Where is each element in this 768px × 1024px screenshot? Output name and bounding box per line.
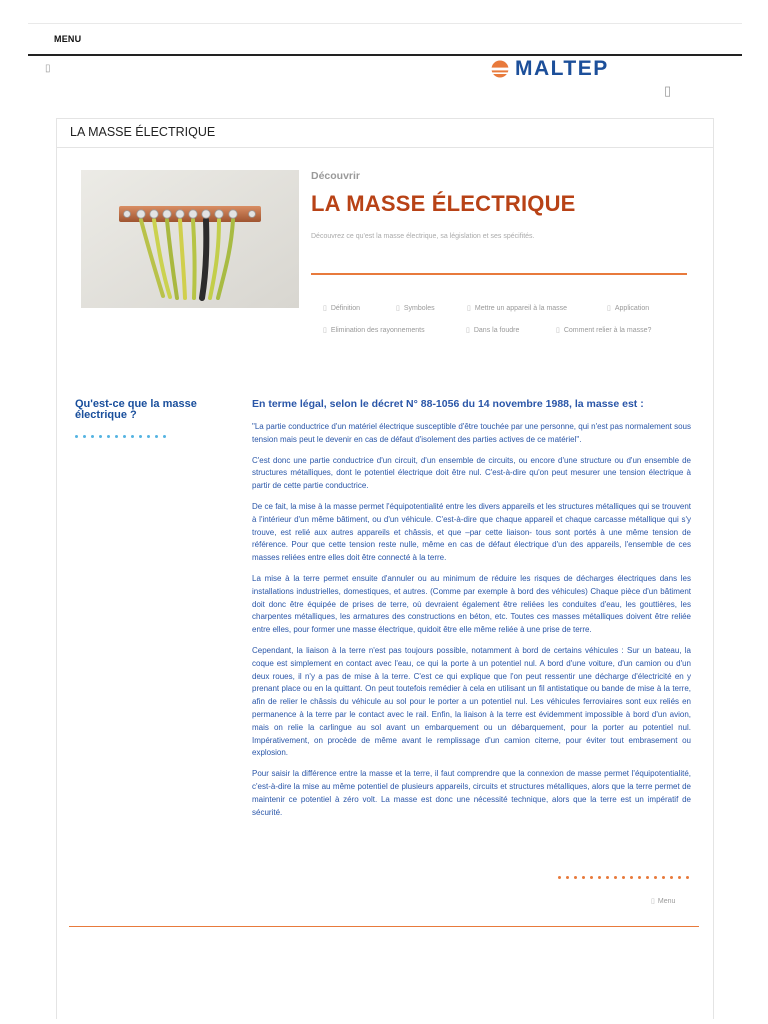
article-paragraph: Cependant, la liaison à la terre n'est pas toujours possible, notamment à bord de certains véhicules : Sur un bateau, la coque est simplement en contact avec l'eau, ce qui la porte à un potentiel nul. A bord d'une voiture, d'un camion ou d'un deux roues, il n'y a pas de mise à la terre. C'est ce qui explique que l'on peut ressentir une décharge d'électricité en y prenant place ou en la quittant. On peut toutefois remédier à cela en utilisant un fil antistatique ou bande de mise à la terre, afin de relier le châssis du véhicule au sol pour le porter a un potentiel nul. Les véhicules ferroviaires sont eux reliés en permanence à la terre par le contact avec le rail. Enfin, la liaison à la terre est évidemment impossible à bord d'un avion, mais on relie la carlingue au sol avant un embarquement ou un débarquement, pour la porter au potentiel nul. Impérativement, on procède de même avant le remplissage d'un camion citerne, pour éviter tout embrasement ou explosion.	[252, 645, 691, 758]
bullet-icon: ▯	[556, 327, 560, 334]
blue-dotted-divider	[75, 435, 171, 438]
subnav-comment-relier[interactable]	[556, 326, 651, 334]
bullet-icon: ▯	[607, 305, 611, 312]
bullet-icon: ▯	[323, 327, 327, 334]
subnav-rayonnements[interactable]	[323, 326, 425, 334]
article-paragraph: "La partie conductrice d'un matériel électrique susceptible d'être touchée par une personne, qui n'est pas normalement sous tension mais peut le devenir en cas de défaut d'isolement des parties actives de ce matériel".	[252, 422, 691, 444]
subnav-label: Symboles	[403, 305, 435, 312]
hero-kicker: Découvrir	[311, 170, 361, 182]
subnav-label: Application	[614, 305, 650, 312]
back-to-menu-link[interactable]	[651, 897, 675, 905]
article-paragraph: C'est donc une partie conductrice d'un circuit, d'un ensemble de circuits, ou encore d'une structure ou d'un ensemble de structures métalliques, dont le potentiel électrique doit être nul. C'est-à-dire qu'on peut mesurer une tension électrique à partir de cette partie conductrice.	[252, 455, 691, 491]
maltep-logo[interactable]	[489, 58, 609, 79]
subnav-label: Comment relier à la masse?	[563, 327, 652, 334]
social-icon[interactable]: ▯	[45, 63, 51, 74]
footer-divider	[69, 926, 699, 927]
orange-dotted-divider	[558, 876, 694, 879]
subnav-definition[interactable]	[323, 304, 360, 312]
bullet-icon: ▯	[466, 327, 470, 334]
subnav-label: Mettre un appareil à la masse	[474, 305, 568, 312]
subnav-symboles[interactable]	[396, 304, 435, 312]
bullet-icon: ▯	[467, 305, 471, 312]
top-divider	[28, 23, 742, 24]
subnav-foudre[interactable]	[466, 326, 519, 334]
menu-button[interactable]: MENU	[54, 34, 82, 44]
article-body	[252, 398, 691, 827]
section-title: Qu'est-ce que la masse électrique ?	[75, 398, 197, 421]
logo-text: MALTEP	[515, 57, 609, 80]
page-title: LA MASSE ÉLECTRIQUE	[311, 191, 576, 216]
card-title: LA MASSE ÉLECTRIQUE	[70, 125, 216, 139]
subnav-label: Dans la foudre	[473, 327, 520, 334]
hero-divider	[311, 273, 687, 275]
subnav-label: Elimination des rayonnements	[330, 327, 425, 334]
article-lead: En terme légal, selon le décret N° 88-1056 du 14 novembre 1988, la masse est :	[252, 398, 644, 410]
subnav-label: Définition	[330, 305, 361, 312]
article-paragraph: Pour saisir la différence entre la masse et la terre, il faut comprendre que la connexion de masse permet l'équipotentialité, c'est-à-dire la mise au même potentiel de plusieurs appareils, circuits et structures métalliques, alors que la terre permet de maintenir ce potentiel à zéro volt. La masse est donc une nécessité technique, alors que la terre est un impératif de sécurité.	[252, 769, 691, 817]
article-paragraph: La mise à la terre permet ensuite d'annuler ou au minimum de réduire les risques de décharges électriques dans les installations industrielles, domestiques, et autres. (Comme par exemple à bord des véhicules) Chaque pièce d'un bâtiment doit donc être équipée de prises de terre, où devraient également être reliées les conduites d'eau, les gouttières, les charpentes métalliques, les armatures des constructions en béton, etc. Toutes ces masses métalliques doivent être reliée entre elles, pour former une masse électrique, quidoit être elle même reliée à une prise de terre.	[252, 573, 691, 635]
search-icon[interactable]: ▯	[664, 83, 672, 98]
logo-emblem-icon	[489, 60, 511, 78]
article-paragraph: De ce fait, la mise à la masse permet l'équipotentialité entre les divers appareils et les structures métalliques qui se trouvent à l'intérieur d'un même bâtiment, ou d'un véhicule. C'est-à-dire que chaque appareil et chaque carcasse métallique qui s'y trouve, est relié aux autres appareils et châssis, et que –par cette liaison- tous sont portés à une même tension de référence. Pour que cette tension reste nulle, même en cas de défaut électrique d'un des appareils, l'ensemble de ces masses reliées entre elles doit être connecté à la terre.	[252, 501, 691, 563]
copper-busbar-image	[81, 170, 299, 308]
back-to-menu-label: Menu	[657, 898, 676, 905]
subnav-application[interactable]	[607, 304, 649, 312]
menu-icon: ▯	[651, 898, 655, 905]
hero-description: Découvrez ce qu'est la masse électrique, sa législation et ses spécifités.	[311, 233, 535, 240]
bullet-icon: ▯	[396, 305, 400, 312]
subnav-mettre-a-la-masse[interactable]	[467, 304, 567, 312]
header-rule	[28, 54, 742, 56]
bullet-icon: ▯	[323, 305, 327, 312]
